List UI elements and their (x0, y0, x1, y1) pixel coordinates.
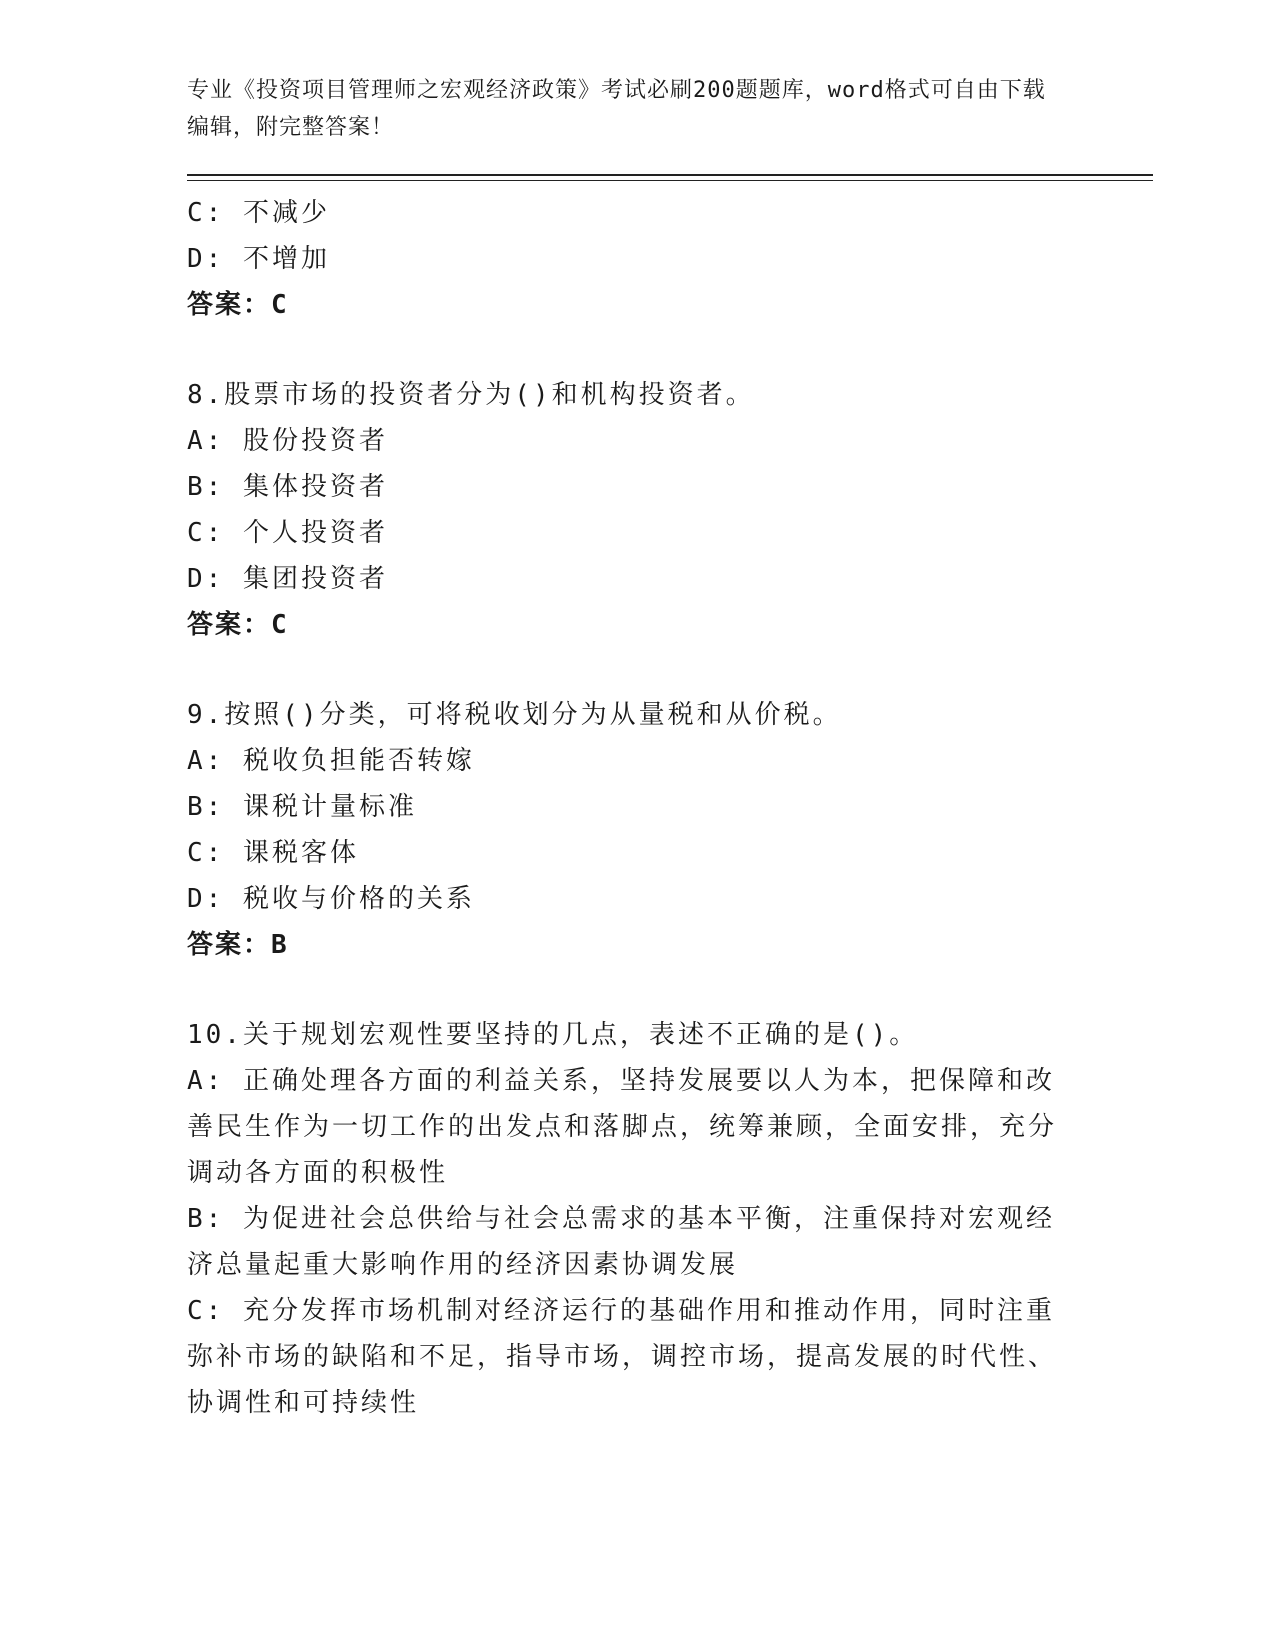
question-stem: 10.关于规划宏观性要坚持的几点，表述不正确的是()。 (187, 1020, 919, 1050)
option-b: B: 为促进社会总供给与社会总需求的基本平衡，注重保持对宏观经济总量起重大影响作用的经济因素协调发展 (187, 1204, 1055, 1280)
question-8 (187, 372, 1077, 648)
option-b: B: 课税计量标准 (187, 792, 417, 822)
document-header: 专业《投资项目管理师之宏观经济政策》考试必刷200题题库，word格式可自由下载编辑，附完整答案！ (187, 78, 1046, 140)
header-divider-thin (187, 180, 1153, 181)
option-a: A: 股份投资者 (187, 426, 388, 456)
question-stem: 8.股票市场的投资者分为()和机构投资者。 (187, 380, 755, 410)
question-10 (187, 1012, 1077, 1426)
question-list (187, 190, 1077, 1426)
option-a: A: 税收负担能否转嫁 (187, 746, 475, 776)
option-a: A: 正确处理各方面的利益关系，坚持发展要以人为本，把保障和改善民生作为一切工作的出发点和落脚点，统筹兼顾，全面安排，充分调动各方面的积极性 (187, 1066, 1058, 1188)
option-c: C: 不减少 (187, 198, 330, 228)
option-d: D: 不增加 (187, 244, 330, 274)
header-divider-thick (187, 174, 1153, 176)
option-b: B: 集体投资者 (187, 472, 388, 502)
option-c: C: 个人投资者 (187, 518, 388, 548)
carryover-question (187, 190, 1077, 328)
answer-line: 答案：B (187, 930, 289, 960)
answer-line: 答案：C (187, 610, 289, 640)
option-d: D: 税收与价格的关系 (187, 884, 475, 914)
option-d: D: 集团投资者 (187, 564, 388, 594)
question-9 (187, 692, 1077, 968)
option-c: C: 充分发挥市场机制对经济运行的基础作用和推动作用，同时注重弥补市场的缺陷和不足，指导市场，调控市场，提高发展的时代性、协调性和可持续性 (187, 1296, 1058, 1418)
answer-line: 答案：C (187, 290, 289, 320)
question-stem: 9.按照()分类，可将税收划分为从量税和从价税。 (187, 700, 842, 730)
option-c: C: 课税客体 (187, 838, 359, 868)
